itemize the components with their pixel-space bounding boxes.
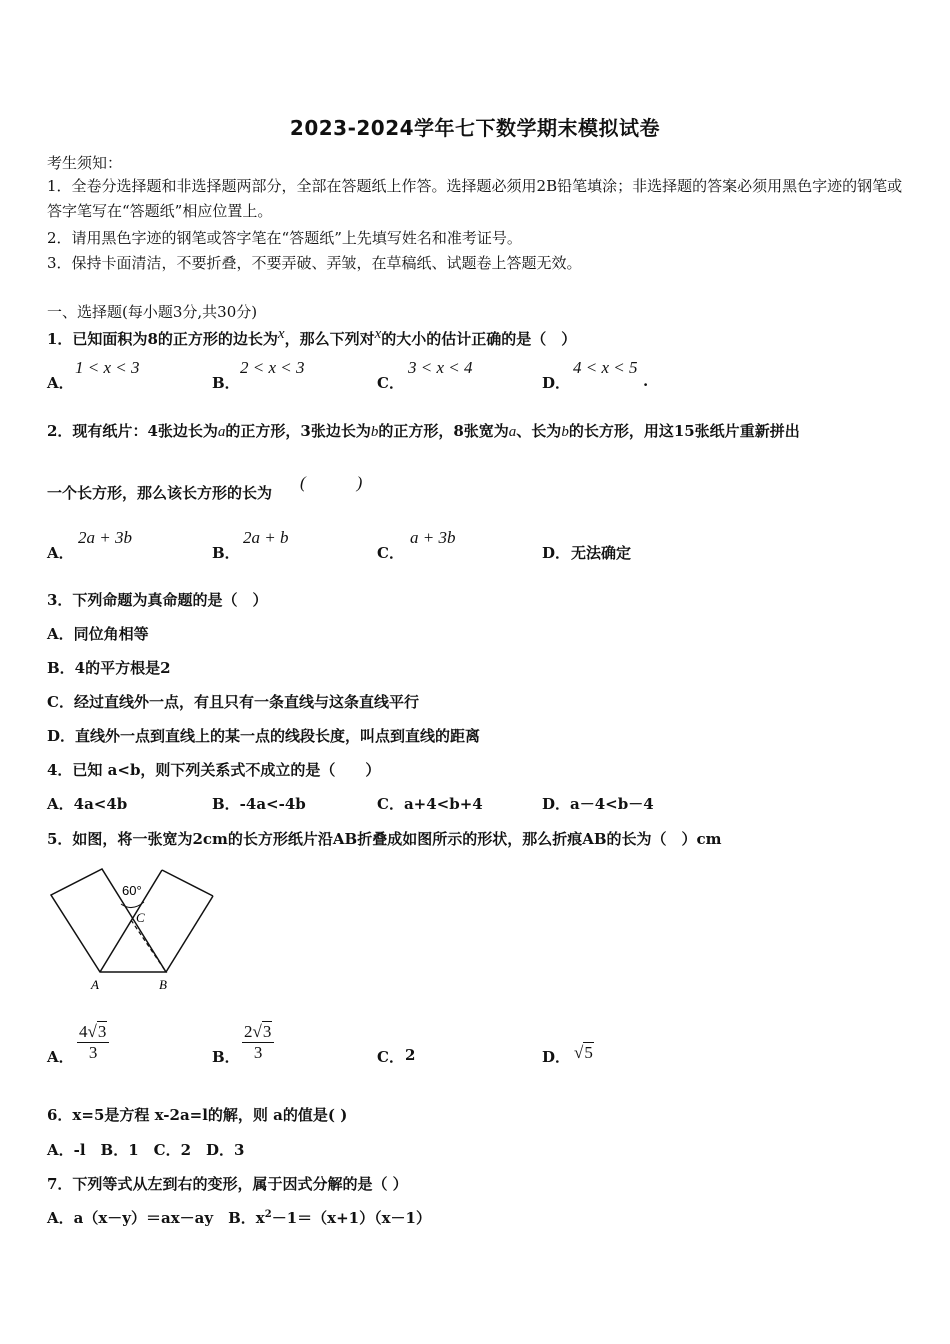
q5-option-a-radicand: 3 xyxy=(97,1022,107,1041)
q1-stem-a: 1．已知面积为8的正方形的边长为 xyxy=(47,330,278,348)
question-3-stem: 3．下列命题为真命题的是（ ） xyxy=(47,591,268,609)
q2-var-a: a xyxy=(217,424,226,440)
q5-option-b-coef: 2 xyxy=(244,1022,253,1041)
fold-figure xyxy=(45,862,220,997)
q1-var-x: x xyxy=(277,326,285,342)
q1-end-dot: . xyxy=(643,372,649,390)
q5-option-a-coef: 4 xyxy=(79,1022,88,1041)
notice-heading: 考生须知： xyxy=(47,154,123,172)
q3-option-d: D．直线外一点到直线上的某一点的线段长度，叫点到直线的距离 xyxy=(47,727,481,745)
q5-label-d: D． xyxy=(542,1048,571,1066)
q7-exponent: 2 xyxy=(264,1209,272,1220)
q2-paren: ( ) xyxy=(300,473,363,492)
question-4-stem: 4．已知 a<b，则下列关系式不成立的是（ ） xyxy=(47,761,381,779)
q2-label-c: C． xyxy=(377,544,404,562)
q7-options xyxy=(47,1207,431,1228)
right-strip-right-edge xyxy=(166,896,213,972)
q1-label-b: B． xyxy=(212,374,240,392)
q1-label-d: D． xyxy=(542,374,571,392)
q2-label-d: D． xyxy=(542,544,571,562)
q1-stem-c: 的大小的估计正确的是（ ） xyxy=(381,330,577,348)
q2-var-b: b xyxy=(370,424,379,440)
q5-option-a xyxy=(77,1022,109,1063)
q2-option-a: 2a + 3b xyxy=(78,528,132,547)
q2-stem-b: 的正方形，3张边长为 xyxy=(225,422,371,440)
q5-label-b: B． xyxy=(212,1048,240,1066)
question-5-stem: 5．如图，将一张宽为2cm的长方形纸片沿AB折叠成如图所示的形状，那么折痕AB的长为（ ）cm xyxy=(47,830,722,848)
q4-option-d: D．a－4<b－4 xyxy=(542,795,654,813)
q1-option-a: 1 < x < 3 xyxy=(75,358,140,377)
q2-label-a: A． xyxy=(47,544,74,562)
q1-label-a: A． xyxy=(47,374,74,392)
q3-option-b: B．4的平方根是2 xyxy=(47,659,171,677)
q2-stem-a: 2．现有纸片：4张边长为 xyxy=(47,422,218,440)
notice-item-2: 2．请用黑色字迹的钢笔或答字笔在“答题纸”上先填写姓名和准考证号。 xyxy=(47,229,522,247)
question-2-stem xyxy=(47,420,800,441)
q7-option-b: －1＝（x+1）（x－1） xyxy=(271,1209,431,1227)
page-title: 2023-2024学年七下数学期末模拟试卷 xyxy=(289,116,661,140)
q2-stem-e: 的长方形，用这15张纸片重新拼出 xyxy=(568,422,800,440)
point-a-label: A xyxy=(91,977,99,992)
q3-option-a: A．同位角相等 xyxy=(47,625,149,643)
question-1-stem xyxy=(47,326,576,349)
q5-label-a: A． xyxy=(47,1048,74,1066)
question-6-stem: 6．x=5是方程 x-2a=l的解，则 a的值是( ) xyxy=(47,1106,348,1124)
q5-option-a-numerator: 4√3 xyxy=(77,1022,109,1043)
q5-option-d-radicand: 5 xyxy=(584,1043,593,1062)
q5-label-c: C． xyxy=(377,1048,404,1066)
notice-item-1: 1．全卷分选择题和非选择题两部分，全部在答题纸上作答。选择题必须用2B铅笔填涂；非选择题的答案必须用黑色字迹的钢笔或答字笔写在“答题纸”相应位置上。 xyxy=(47,177,903,220)
point-b-label: B xyxy=(159,977,167,992)
q2-stem-d: 、长为 xyxy=(516,422,562,440)
q2-var-a-2: a xyxy=(508,424,517,440)
q5-option-b-denominator: 3 xyxy=(253,1043,263,1062)
q4-option-b: B．-4a<-4b xyxy=(212,795,306,813)
q5-option-b xyxy=(242,1022,274,1063)
q5-option-a-denominator: 3 xyxy=(88,1043,98,1062)
q2-stem-line2: 一个长方形，那么该长方形的长为 xyxy=(47,484,273,502)
q7-option-a: A．a（x－y）＝ax－ay B．x xyxy=(47,1209,265,1227)
q6-options: A．-l B．1 C．2 D．3 xyxy=(47,1141,245,1159)
q5-option-b-radicand: 3 xyxy=(262,1022,272,1041)
q1-stem-b: ，那么下列对 xyxy=(284,330,375,348)
q5-option-b-numerator: 2√3 xyxy=(242,1022,274,1043)
q1-option-c: 3 < x < 4 xyxy=(408,358,473,377)
q4-option-a: A．4a<4b xyxy=(47,795,128,813)
q2-option-c: a + 3b xyxy=(410,528,456,547)
question-7-stem: 7．下列等式从左到右的变形，属于因式分解的是（ ） xyxy=(47,1175,408,1193)
point-c-label: C xyxy=(136,910,145,925)
q1-option-d: 4 < x < 5 xyxy=(573,358,638,377)
angle-label: 60° xyxy=(122,883,142,898)
q2-option-d: 无法确定 xyxy=(571,544,632,562)
q4-option-c: C．a+4<b+4 xyxy=(377,795,483,813)
q2-stem-c: 的正方形，8张宽为 xyxy=(378,422,509,440)
left-strip-shape xyxy=(51,869,166,972)
q2-var-b-2: b xyxy=(561,424,569,440)
section-heading: 一、选择题(每小题3分,共30分) xyxy=(47,303,258,321)
q1-var-x-2: x xyxy=(374,326,382,342)
q2-option-b: 2a + b xyxy=(243,528,289,547)
q3-option-c: C．经过直线外一点，有且只有一条直线与这条直线平行 xyxy=(47,693,419,711)
q1-option-b: 2 < x < 3 xyxy=(240,358,305,377)
q1-label-c: C． xyxy=(377,374,404,392)
right-strip-top-edge xyxy=(162,870,213,896)
notice-item-3: 3．保持卡面清洁，不要折叠，不要弄破、弄皱，在草稿纸、试题卷上答题无效。 xyxy=(47,254,582,272)
q5-option-d: √5 xyxy=(574,1043,593,1062)
q2-label-b: B． xyxy=(212,544,240,562)
q5-option-c: 2 xyxy=(405,1046,416,1064)
